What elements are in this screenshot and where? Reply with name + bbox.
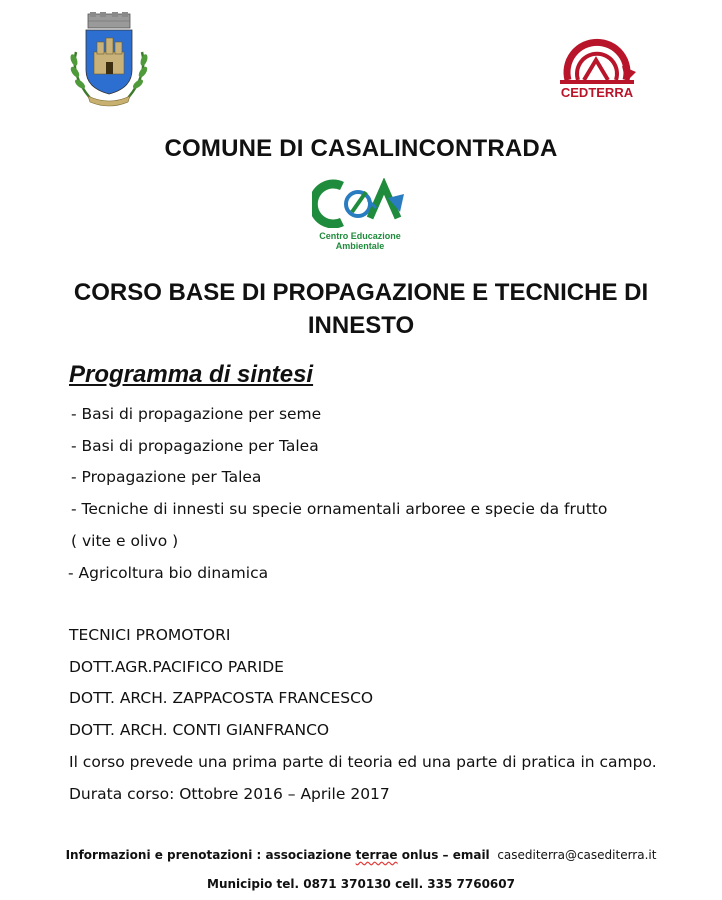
footer-contacts: Municipio tel. 0871 370130 cell. 335 7760607 xyxy=(207,877,515,891)
page-title: COMUNE DI CASALINCONTRADA xyxy=(164,135,558,162)
footer-email[interactable]: casediterra@casediterra.it xyxy=(497,848,657,862)
promoter-name: DOTT.AGR.PACIFICO PARIDE xyxy=(69,658,284,676)
cea-logo xyxy=(312,178,410,228)
cea-label: Centro Educazione Ambientale xyxy=(319,231,401,251)
program-item: - Agricoltura bio dinamica xyxy=(68,564,269,582)
course-description: Il corso prevede una prima parte di teoria ed una parte di pratica in campo. xyxy=(69,753,657,771)
program-item: ( vite e olivo ) xyxy=(71,532,179,550)
municipal-crest xyxy=(66,12,152,108)
promoter-name: DOTT. ARCH. ZAPPACOSTA FRANCESCO xyxy=(69,689,374,707)
course-duration: Durata corso: Ottobre 2016 – Aprile 2017 xyxy=(69,785,390,803)
footer-info xyxy=(0,848,722,862)
program-item: - Tecniche di innesti su specie ornamentali arboree e specie da frutto xyxy=(71,500,608,518)
course-title: CORSO BASE DI PROPAGAZIONE E TECNICHE DI INNESTO xyxy=(73,279,649,339)
footer-info-prefix: Informazioni e prenotazioni : associazione xyxy=(65,848,356,862)
program-item: - Basi di propagazione per Talea xyxy=(71,437,319,455)
footer-assoc-name: terrae xyxy=(355,848,398,862)
promoters-heading: TECNICI PROMOTORI xyxy=(69,626,231,644)
program-item: - Basi di propagazione per seme xyxy=(71,405,322,423)
promoter-name: DOTT. ARCH. CONTI GIANFRANCO xyxy=(69,721,330,739)
footer-info-middle: onlus – email xyxy=(397,848,490,862)
cedterra-label: CEDTERRA xyxy=(560,85,634,100)
program-item: - Propagazione per Talea xyxy=(71,468,262,486)
program-heading: Programma di sintesi xyxy=(69,361,314,388)
